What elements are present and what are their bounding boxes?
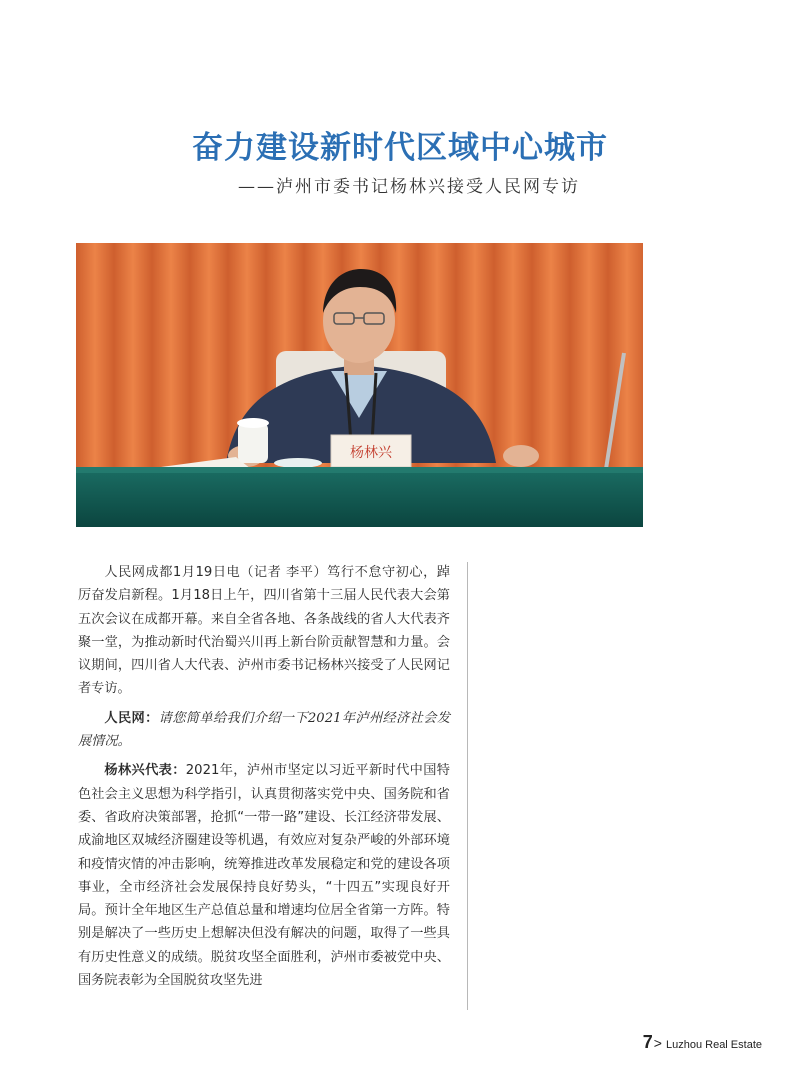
article-photo [76,243,643,527]
question-text: 请您简单给我们介绍一下2021年泸州经济社会发展情况。 [78,710,451,750]
article-body [78,561,450,998]
intro-paragraph: 人民网成都1月19日电（记者 李平）笃行不怠守初心，踔厉奋发启新程。1月18日上午，四川省第十三届人民代表大会第五次会议在成都开幕。来自全省各地、各条战线的省人大代表齐聚一堂，为推动新时代治蜀兴川再上新台阶贡献智慧和力量。会议期间，四川省人大代表、泸州市委书记杨林兴接受了人民网记者专访。 [78,565,450,697]
article-title: 奋力建设新时代区域中心城市 [192,130,608,166]
page-number: 7 [642,1032,653,1052]
column-divider [467,562,468,1010]
page-arrow: > [653,1035,662,1051]
article-subtitle: ——泸州市委书记杨林兴接受人民网专访 [238,177,580,197]
nameplate-text: 杨林兴 [350,445,392,461]
question-paragraph [78,707,450,754]
publication-name: Luzhou Real Estate [665,1039,762,1051]
answer-paragraph [78,759,450,992]
question-speaker: 人民网： [104,710,159,726]
answer-speaker: 杨林兴代表： [104,763,186,779]
page-footer [643,1032,762,1053]
answer-text: 2021年，泸州市坚定以习近平新时代中国特色社会主义思想为科学指引，认真贯彻落实党中央、国务院和省委、省政府决策部署，抢抓“一带一路”建设、长江经济带发展、成渝地区双城经济圈建设等机遇，有效应对复杂严峻的外部环境和疫情灾情的冲击影响，统筹推进改革发展稳定和党的建设各项事业，全市经济社会发展保持良好势头，“十四五”实现良好开局。预计全年地区生产总值总量和增速均位居全省第一方阵。特别是解决了一些历史上想解决但没有解决的问题，取得了一些具有历史性意义的成绩。脱贫攻坚全面胜利，泸州市委被党中央、国务院表彰为全国脱贫攻坚先进 [78,763,450,989]
